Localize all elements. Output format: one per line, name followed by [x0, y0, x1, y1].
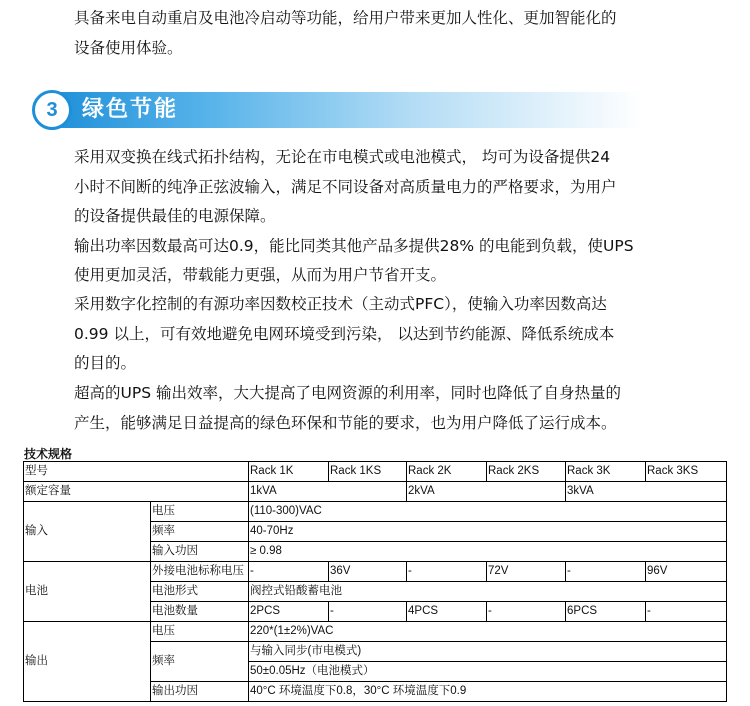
- body-line: 的目的。: [74, 354, 137, 372]
- battery-group-label: 电池: [24, 562, 151, 622]
- body-line: 超高的UPS 输出效率，大大提高了电网资源的利用率，同时也降低了自身热量的: [74, 384, 621, 402]
- capacity-label: 额定容量: [24, 482, 249, 502]
- battery-count-cell: 2PCS: [249, 602, 329, 622]
- spec-table: [23, 461, 727, 702]
- output-pf-label: 输出功因: [151, 682, 249, 702]
- capacity-cell: 3kVA: [566, 482, 727, 502]
- body-line: 小时不间断的纯净正弦波输入，满足不同设备对高质量电力的严格要求，为用户: [74, 178, 617, 196]
- intro-line: 设备使用体验。: [74, 39, 183, 57]
- battery-type-value: 阀控式铅酸蓄电池: [249, 582, 727, 602]
- table-row-output-voltage: [24, 622, 727, 642]
- input-voltage-value: (110-300)VAC: [249, 502, 727, 522]
- input-frequency-value: 40-70Hz: [249, 522, 727, 542]
- input-pf-label: 输入功因: [151, 542, 249, 562]
- input-frequency-label: 频率: [151, 522, 249, 542]
- intro-line: 具备来电自动重启及电池冷启动等功能，给用户带来更加人性化、更加智能化的: [74, 9, 617, 27]
- battery-nominal-cell: -: [566, 562, 646, 582]
- battery-count-cell: -: [487, 602, 566, 622]
- model-label: 型号: [24, 462, 249, 482]
- section-header: [30, 90, 720, 130]
- table-row-model: [24, 462, 727, 482]
- battery-count-label: 电池数量: [151, 602, 249, 622]
- body-line: 采用数字化控制的有源功率因数校正技术（主动式PFC），使输入功率因数高达: [74, 295, 607, 313]
- output-frequency-value-2: 50±0.05Hz（电池模式）: [249, 662, 727, 682]
- model-cell: Rack 3KS: [646, 462, 727, 482]
- output-voltage-value: 220*(1±2%)VAC: [249, 622, 727, 642]
- output-frequency-value-1: 与输入同步(市电模式): [249, 642, 727, 662]
- section-number-badge: 3: [32, 90, 72, 130]
- table-row-capacity: [24, 482, 727, 502]
- output-voltage-label: 电压: [151, 622, 249, 642]
- body-line: 0.99 以上，可有效地避免电网环境受到污染， 以达到节约能源、降低系统成本: [74, 325, 615, 343]
- output-pf-value: 40°C 环境温度下0.8，30°C 环境温度下0.9: [249, 682, 727, 702]
- output-frequency-label: 频率: [151, 642, 249, 682]
- model-cell: Rack 2K: [407, 462, 487, 482]
- battery-nominal-cell: 36V: [329, 562, 407, 582]
- model-cell: Rack 3K: [566, 462, 646, 482]
- input-pf-value: ≥ 0.98: [249, 542, 727, 562]
- battery-nominal-cell: 72V: [487, 562, 566, 582]
- body-line: 使用更加灵活，带载能力更强，从而为用户节省开支。: [74, 266, 447, 284]
- capacity-cell: 2kVA: [407, 482, 566, 502]
- battery-count-cell: -: [329, 602, 407, 622]
- battery-type-label: 电池形式: [151, 582, 249, 602]
- battery-count-cell: 4PCS: [407, 602, 487, 622]
- capacity-cell: 1kVA: [249, 482, 407, 502]
- section-title: 绿色节能: [82, 97, 179, 122]
- output-group-label: 输出: [24, 622, 151, 702]
- battery-nominal-cell: -: [407, 562, 487, 582]
- model-cell: Rack 1KS: [329, 462, 407, 482]
- spec-table-title: 技术规格: [24, 447, 73, 461]
- body-line: 产生，能够满足日益提高的绿色环保和节能的要求，也为用户降低了运行成本。: [74, 414, 617, 432]
- body-line: 采用双变换在线式拓扑结构，无论在市电模式或电池模式， 均可为设备提供24: [74, 148, 611, 166]
- battery-nominal-cell: -: [249, 562, 329, 582]
- battery-nominal-label: 外接电池标称电压: [151, 562, 249, 582]
- input-group-label: 输入: [24, 502, 151, 562]
- input-voltage-label: 电压: [151, 502, 249, 522]
- battery-count-cell: 6PCS: [566, 602, 646, 622]
- body-line: 的设备提供最佳的电源保障。: [74, 207, 276, 225]
- table-row-input-voltage: [24, 502, 727, 522]
- model-cell: Rack 1K: [249, 462, 329, 482]
- model-cell: Rack 2KS: [487, 462, 566, 482]
- body-line: 输出功率因数最高可达0.9，能比同类其他产品多提供28% 的电能到负载，使UPS: [74, 237, 634, 255]
- table-row-battery-nominal: [24, 562, 727, 582]
- battery-count-cell: -: [646, 602, 727, 622]
- battery-nominal-cell: 96V: [646, 562, 727, 582]
